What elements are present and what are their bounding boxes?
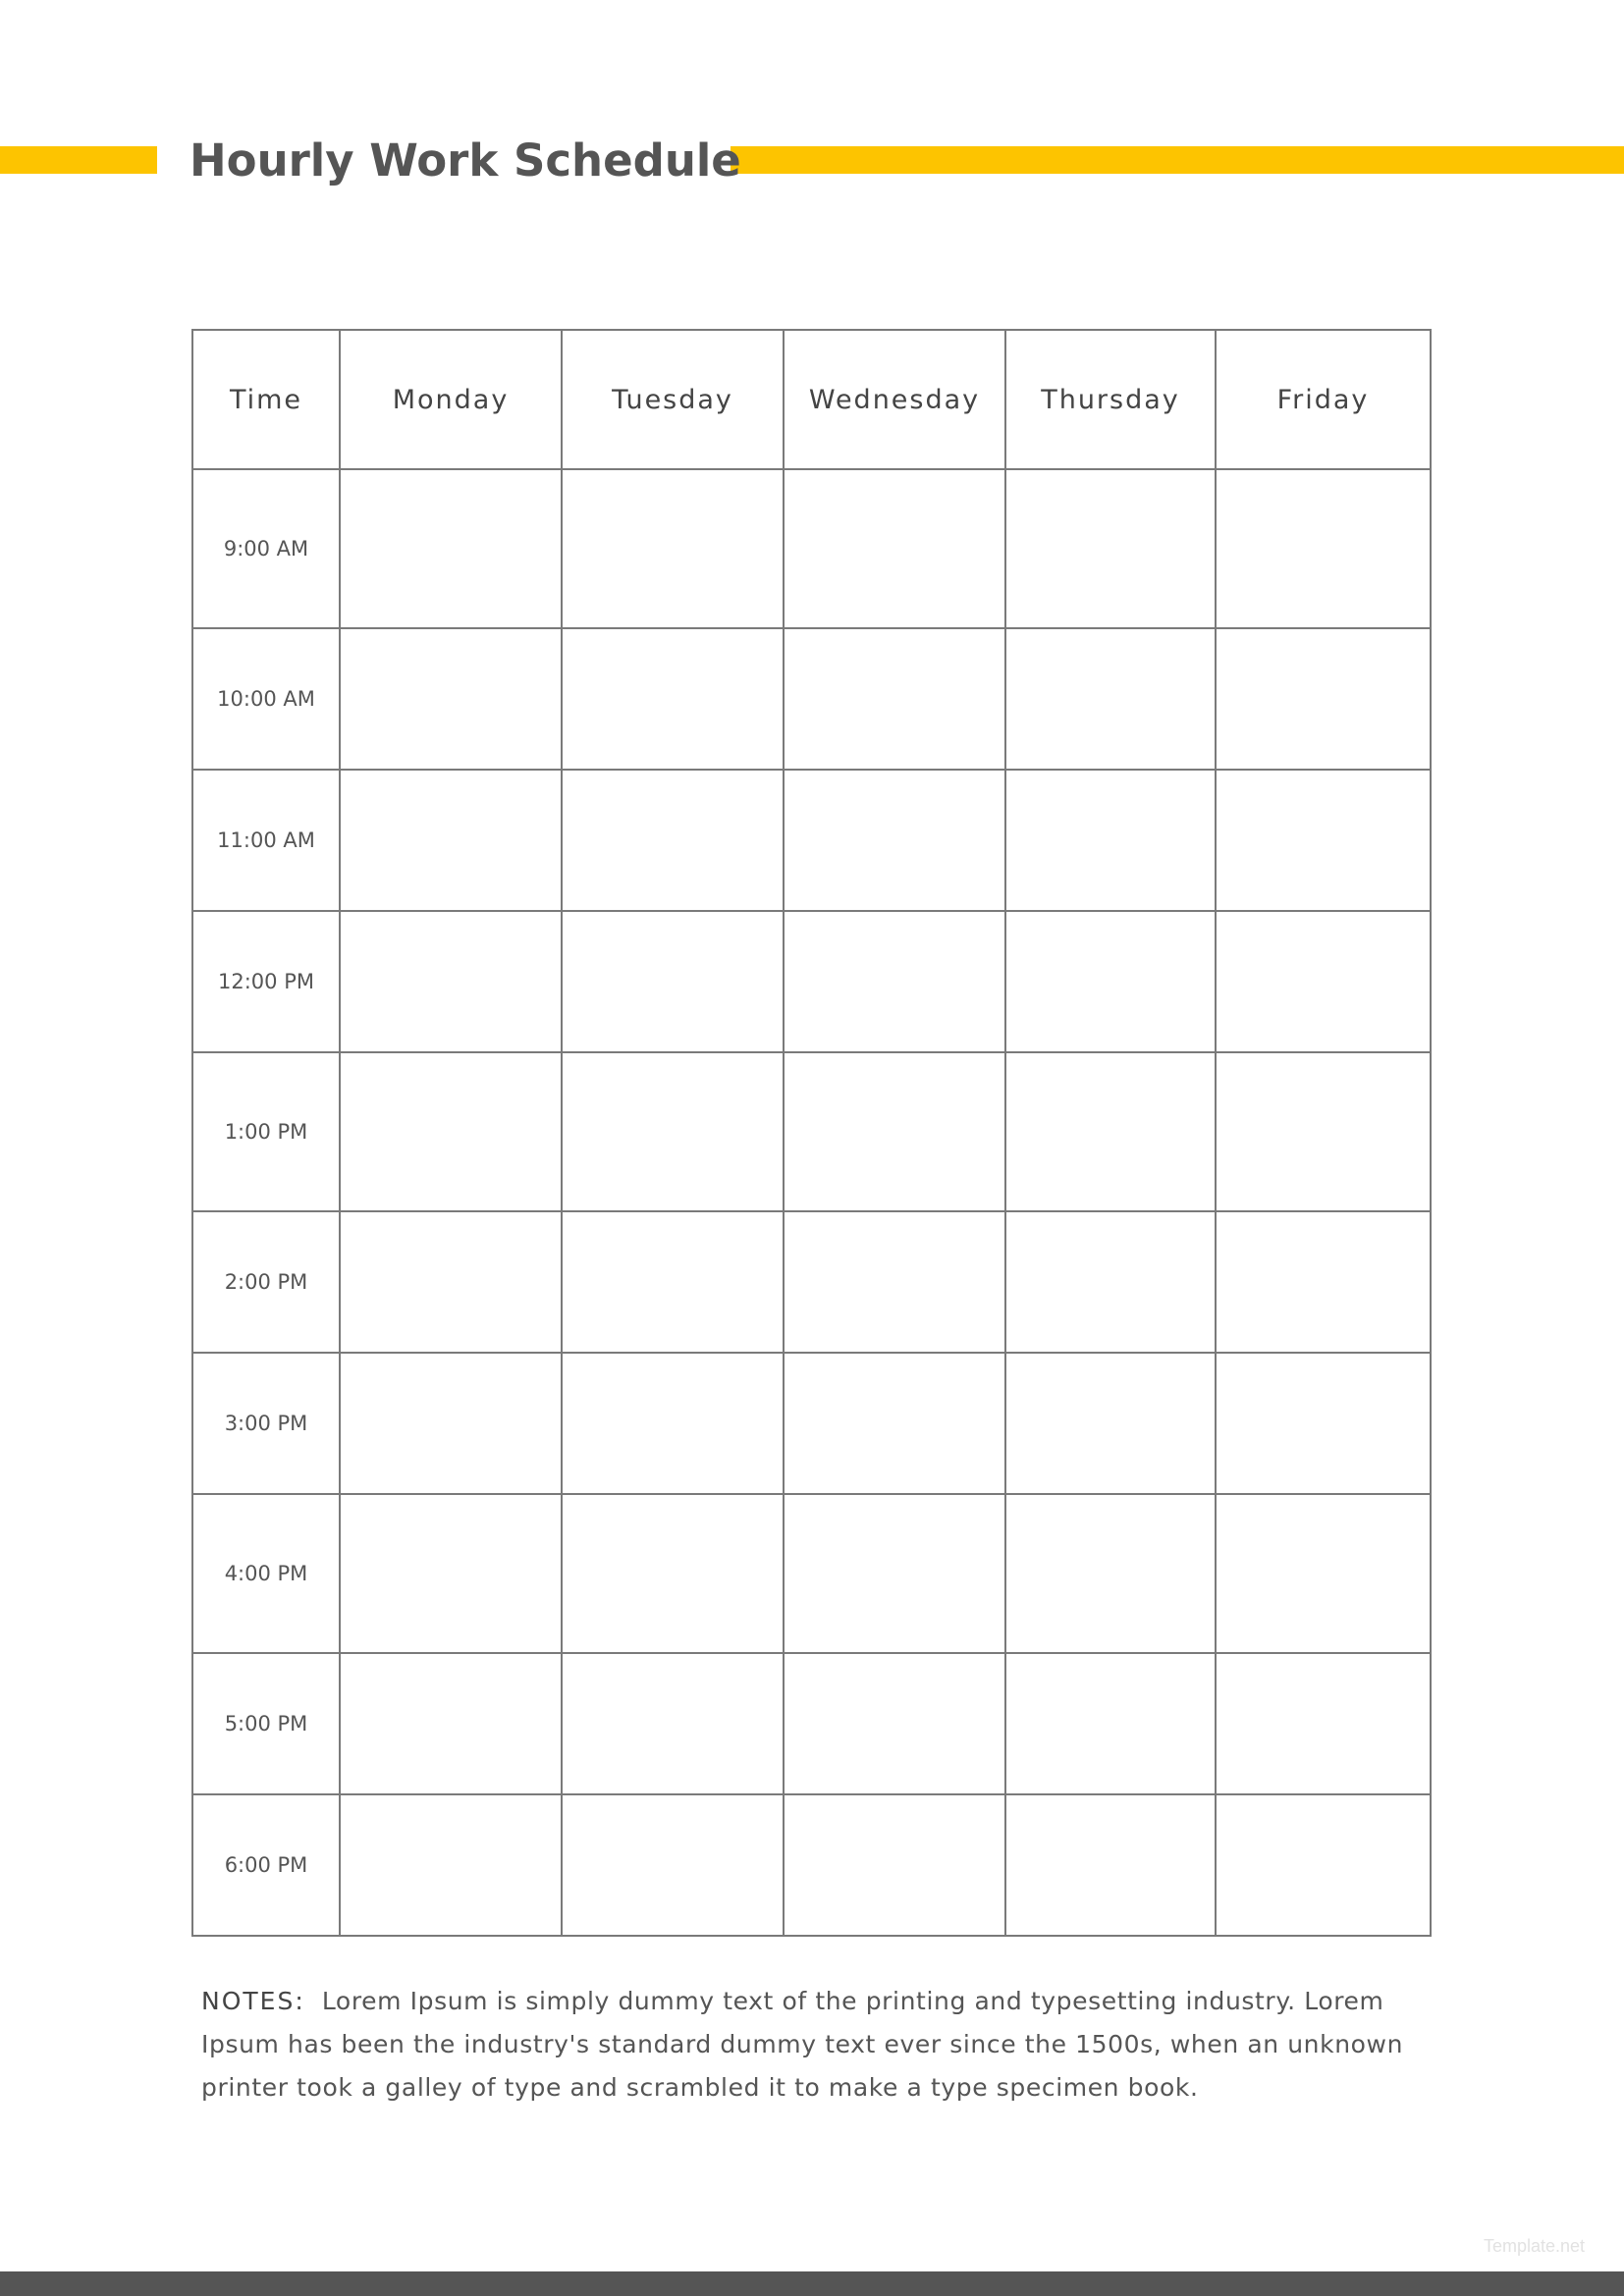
schedule-slot-wednesday[interactable] [784, 770, 1005, 911]
schedule-slot-tuesday[interactable] [562, 911, 784, 1052]
schedule-slot-monday[interactable] [340, 1052, 562, 1211]
time-cell: 4:00 PM [192, 1494, 340, 1653]
schedule-slot-friday[interactable] [1216, 1052, 1431, 1211]
table-row [192, 1653, 1431, 1794]
schedule-slot-thursday[interactable] [1005, 1353, 1216, 1494]
time-cell: 12:00 PM [192, 911, 340, 1052]
table-row [192, 1494, 1431, 1653]
schedule-slot-friday[interactable] [1216, 1353, 1431, 1494]
time-cell: 9:00 AM [192, 469, 340, 628]
schedule-slot-thursday[interactable] [1005, 770, 1216, 911]
schedule-slot-thursday[interactable] [1005, 469, 1216, 628]
header-tuesday: Tuesday [562, 330, 784, 469]
table-row [192, 1052, 1431, 1211]
header-monday: Monday [340, 330, 562, 469]
schedule-slot-monday[interactable] [340, 1494, 562, 1653]
time-cell: 5:00 PM [192, 1653, 340, 1794]
header-friday: Friday [1216, 330, 1431, 469]
schedule-slot-wednesday[interactable] [784, 1494, 1005, 1653]
header-thursday: Thursday [1005, 330, 1216, 469]
schedule-slot-thursday[interactable] [1005, 1211, 1216, 1353]
schedule-slot-friday[interactable] [1216, 1211, 1431, 1353]
schedule-slot-friday[interactable] [1216, 1494, 1431, 1653]
schedule-slot-thursday[interactable] [1005, 911, 1216, 1052]
schedule-slot-wednesday[interactable] [784, 1211, 1005, 1353]
schedule-slot-monday[interactable] [340, 770, 562, 911]
page-title: Hourly Work Schedule [189, 134, 741, 187]
schedule-slot-wednesday[interactable] [784, 911, 1005, 1052]
schedule-slot-wednesday[interactable] [784, 628, 1005, 770]
table-row [192, 469, 1431, 628]
schedule-slot-tuesday[interactable] [562, 1494, 784, 1653]
schedule-slot-monday[interactable] [340, 1653, 562, 1794]
schedule-slot-thursday[interactable] [1005, 1794, 1216, 1936]
schedule-slot-monday[interactable] [340, 1794, 562, 1936]
time-cell: 10:00 AM [192, 628, 340, 770]
table-row [192, 911, 1431, 1052]
notes-paragraph [201, 1980, 1424, 2109]
table-row [192, 628, 1431, 770]
time-cell: 11:00 AM [192, 770, 340, 911]
notes-label: NOTES: [201, 1987, 305, 2015]
schedule-slot-thursday[interactable] [1005, 1494, 1216, 1653]
schedule-slot-monday[interactable] [340, 628, 562, 770]
schedule-slot-wednesday[interactable] [784, 1794, 1005, 1936]
schedule-slot-friday[interactable] [1216, 469, 1431, 628]
schedule-slot-tuesday[interactable] [562, 1653, 784, 1794]
schedule-header-row [192, 330, 1431, 469]
schedule-slot-tuesday[interactable] [562, 1052, 784, 1211]
notes-text: Lorem Ipsum is simply dummy text of the printing and typesetting industry. Lorem Ipsum has been the industry's standard dummy text ever since the 1500s, when an unknown printer took a galley of type and scrambled it to make a type specimen book. [201, 1987, 1404, 2102]
time-cell: 3:00 PM [192, 1353, 340, 1494]
schedule-slot-wednesday[interactable] [784, 1052, 1005, 1211]
table-row [192, 1794, 1431, 1936]
schedule-table [191, 329, 1432, 1937]
schedule-body [192, 469, 1431, 1936]
header-time: Time [192, 330, 340, 469]
table-row [192, 770, 1431, 911]
schedule-slot-tuesday[interactable] [562, 1353, 784, 1494]
schedule-slot-thursday[interactable] [1005, 1052, 1216, 1211]
table-row [192, 1353, 1431, 1494]
title-accent-bar-left [0, 146, 157, 174]
schedule-slot-friday[interactable] [1216, 628, 1431, 770]
schedule-slot-wednesday[interactable] [784, 469, 1005, 628]
schedule-slot-tuesday[interactable] [562, 1211, 784, 1353]
schedule-slot-friday[interactable] [1216, 911, 1431, 1052]
footer-bar [0, 2271, 1624, 2296]
template-watermark: Template.net [1483, 2236, 1585, 2256]
schedule-slot-monday[interactable] [340, 1353, 562, 1494]
title-accent-bar-right [731, 146, 1624, 174]
schedule-slot-wednesday[interactable] [784, 1353, 1005, 1494]
schedule-slot-tuesday[interactable] [562, 770, 784, 911]
schedule-slot-friday[interactable] [1216, 1653, 1431, 1794]
schedule-slot-monday[interactable] [340, 911, 562, 1052]
schedule-slot-monday[interactable] [340, 1211, 562, 1353]
schedule-slot-monday[interactable] [340, 469, 562, 628]
schedule-slot-wednesday[interactable] [784, 1653, 1005, 1794]
table-row [192, 1211, 1431, 1353]
time-cell: 1:00 PM [192, 1052, 340, 1211]
schedule-slot-tuesday[interactable] [562, 1794, 784, 1936]
header-wednesday: Wednesday [784, 330, 1005, 469]
schedule-slot-friday[interactable] [1216, 1794, 1431, 1936]
schedule-slot-tuesday[interactable] [562, 628, 784, 770]
schedule-slot-thursday[interactable] [1005, 1653, 1216, 1794]
schedule-slot-thursday[interactable] [1005, 628, 1216, 770]
schedule-slot-friday[interactable] [1216, 770, 1431, 911]
time-cell: 6:00 PM [192, 1794, 340, 1936]
time-cell: 2:00 PM [192, 1211, 340, 1353]
schedule-slot-tuesday[interactable] [562, 469, 784, 628]
